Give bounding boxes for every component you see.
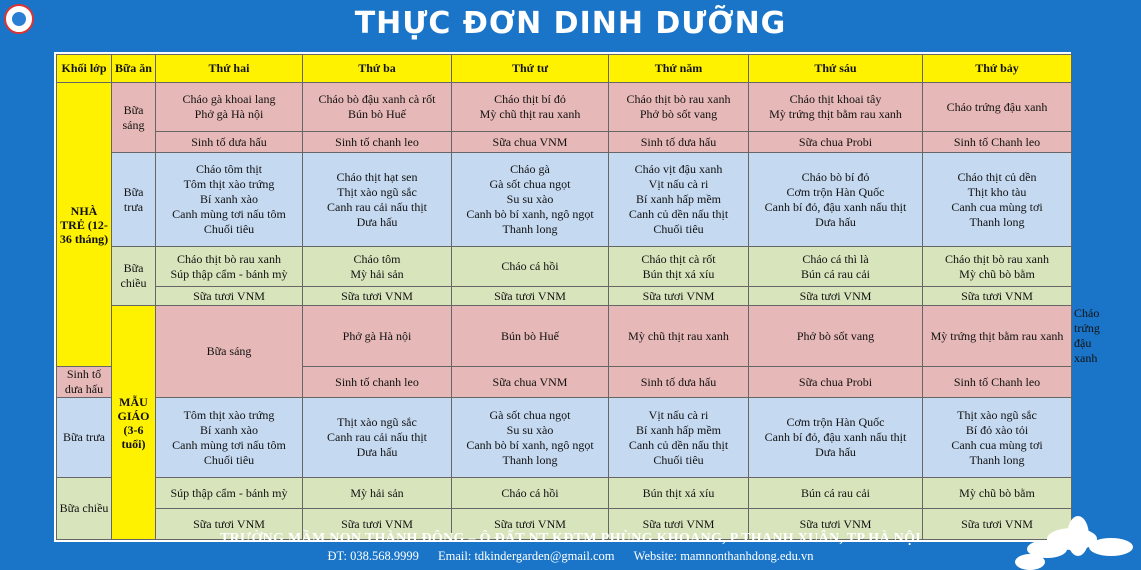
dish-line: Canh bò bí xanh, ngô ngọt [466,437,594,452]
meal-label: Bữa sáng [112,83,156,153]
dish-line: Dưa hấu [356,214,398,229]
menu-cell: Mỳ trứng thịt bằm rau xanh [923,306,1072,367]
menu-cell: Bún thịt xá xíu [609,478,749,509]
menu-cell: Cháo cá hồi [452,478,609,509]
dish-line: Gà sốt chua ngọt [489,177,571,191]
table-row [57,478,1072,509]
menu-table-container [54,52,1100,542]
dish-line: Cháo bò bí đỏ [801,169,870,184]
menu-cell: Phở gà Hà nội [303,306,452,367]
dish-line: Cháo thịt củ dền [957,169,1037,184]
dish-line: Su su xào [506,192,554,206]
menu-cell: Sữa tươi VNM [452,287,609,306]
menu-cell: Mỳ chũ thịt rau xanh [609,306,749,367]
menu-cell: Sữa tươi VNM [156,509,303,540]
menu-cell [923,83,1072,132]
table-row [57,83,1072,132]
menu-cell: Sữa chua Probi [749,132,923,153]
dish-line: Cháo thịt hạt sen [336,169,418,184]
dish-line: Tôm thịt xào trứng [183,177,275,191]
meal-label: Bữa chiều [112,247,156,306]
menu-cell [609,247,749,287]
menu-cell: Sinh tố chanh leo [303,132,452,153]
dish-line: Mỳ trứng thịt bằm rau xanh [769,107,902,121]
dish-line: Tôm thịt xào trứng [183,407,275,422]
menu-cell [452,247,609,287]
dish-line: Canh mùng tơi nấu tôm [172,207,286,221]
menu-cell: Sinh tố dưa hấu [609,132,749,153]
menu-cell: Bún cá rau cải [749,478,923,509]
menu-cell: Sữa tươi VNM [749,287,923,306]
dish-line: Canh rau cải nấu thịt [327,199,427,214]
menu-cell [749,398,923,478]
menu-cell [749,83,923,132]
menu-cell: Sữa tươi VNM [156,287,303,306]
menu-cell: Sữa chua Probi [749,367,923,398]
dish-line: Su su xào [506,422,554,437]
dish-line: Mỳ chũ bò bằm [959,266,1035,281]
table-row [57,287,1072,306]
table-row: MẪU GIÁO (3-6 tuổi) Bữa sáng Phở gà Hà nội Bún bò Huế Mỳ chũ thịt rau xanh Phở bò sốt vang Mỳ trứng thịt bằm rau xanh Cháo trứng đậu xanh [57,306,1072,367]
dish-line: Dưa hấu [815,445,856,459]
menu-cell: Sinh tố chanh leo [303,367,452,398]
menu-cell: Sinh tố dưa hấu [609,367,749,398]
menu-cell [303,247,452,287]
menu-cell [452,398,609,478]
dish-line: Cháo trứng đậu xanh [946,99,1048,114]
dish-line: Canh rau cải nấu thịt [327,430,427,444]
dish-line: Bún thịt xá xíu [642,266,715,281]
dish-line: Thịt xào ngũ sắc [337,415,417,429]
header-bua: Bữa ăn [112,55,156,83]
dish-line: Chuối tiêu [203,452,255,467]
dish-line: Thịt xào ngũ sắc [337,184,417,199]
menu-cell: Sữa tươi VNM [303,509,452,540]
dish-line: Canh bí đỏ, đậu xanh nấu thịt [764,199,907,214]
meal-label: Bữa trưa [112,153,156,247]
dish-line: Thanh long [502,222,558,236]
header-day: Thứ tư [452,55,609,83]
dish-line: Gà sốt chua ngọt [489,407,571,422]
menu-cell [156,247,303,287]
footer-school: TRƯỜNG MẦM NON THÀNH ĐÔNG – Ô ĐẤT NT KĐTM PHÙNG KHOANG, P.THANH XUÂN, TP HÀ NỘI [219,531,922,546]
menu-cell [452,83,609,132]
menu-cell: Sinh tố Chanh leo [923,367,1072,398]
menu-cell [923,153,1072,247]
dish-line: Cháo gà khoai lang [182,92,276,106]
dish-line: Cơm trộn Hàn Quốc [786,415,885,429]
dish-line: Phở bò sốt vang [639,107,718,121]
menu-cell [749,153,923,247]
footer-phone: ĐT: 038.568.9999 [327,549,419,563]
dish-line: Canh mùng tơi nấu tôm [172,437,286,452]
header-khoi: Khối lớp [57,55,112,83]
menu-cell [749,247,923,287]
menu-cell: Sữa tươi VNM [609,287,749,306]
dish-line: Bún bò Huế [348,107,406,121]
dish-line: Thịt xào ngũ sắc [957,407,1037,422]
dish-line: Bí xanh xào [200,422,258,437]
dish-line: Cháo thịt cà rốt [641,251,716,266]
footer-website: Website: mamnonthanhdong.edu.vn [633,549,814,563]
dish-line: Thịt kho tàu [967,184,1027,199]
menu-cell [609,398,749,478]
dish-line: Mỳ hải sản [350,266,404,281]
dish-line: Cháo cá thì là [802,251,869,266]
menu-cell [303,83,452,132]
menu-cell [303,398,452,478]
footer [0,531,1141,564]
menu-cell [923,247,1072,287]
dish-line: Cháo thịt bò rau xanh [945,251,1049,266]
header-row [57,55,1072,83]
dish-line: Cháo vịt đậu xanh [634,162,723,176]
dish-line: Thanh long [969,452,1025,467]
dish-line: Canh cua mùng tơi [951,199,1043,214]
dish-line: Cháo thịt bí đỏ [494,92,566,106]
dish-line: Cháo tôm thịt [196,162,262,176]
menu-cell [156,398,303,478]
dish-line: Súp thập cẩm - bánh mỳ [170,266,288,281]
menu-cell [923,398,1072,478]
dish-line: Bí xanh xào [200,192,258,206]
menu-cell: Sữa tươi VNM [923,509,1072,540]
dish-line: Vịt nấu cà ri [648,407,709,422]
footer-email: Email: tdkindergarden@gmail.com [438,549,615,563]
dish-line: Bí xanh hấp mềm [636,192,721,206]
dish-line: Canh củ dền nấu thịt [628,437,729,452]
menu-cell [156,153,303,247]
dish-line: Cơm trộn Hàn Quốc [786,184,885,199]
menu-cell: Sữa chua VNM [452,367,609,398]
dish-line: Vịt nấu cà ri [648,177,709,191]
dish-line: Canh bí đỏ, đậu xanh nấu thịt [764,430,907,444]
table-row [57,247,1072,287]
menu-cell: Sinh tố dưa hấu [57,367,112,398]
menu-cell: Sữa tươi VNM [609,509,749,540]
menu-cell [609,83,749,132]
dish-line: Bí xanh hấp mềm [636,422,721,437]
dish-line: Chuối tiêu [203,222,255,236]
menu-cell: Sinh tố dưa hấu [156,132,303,153]
header-day: Thứ năm [609,55,749,83]
dish-line: Cháo cá hồi [501,259,559,273]
footer-contact [0,549,1141,564]
page-title: THỰC ĐƠN DINH DƯỠNG [354,6,787,41]
dish-line: Cháo thịt bò rau xanh [177,251,281,266]
header-day: Thứ sáu [749,55,923,83]
dish-line: Canh củ dền nấu thịt [628,207,729,221]
dish-line: Cháo bò đậu xanh cà rốt [318,92,436,106]
dish-line: Thanh long [502,452,558,467]
menu-cell: Sữa tươi VNM [923,287,1072,306]
menu-cell [156,83,303,132]
group-label: NHÀ TRẺ (12-36 tháng) [57,83,112,367]
menu-cell: Mỳ chũ bò bằm [923,478,1072,509]
dish-line: Cháo tôm [353,251,401,266]
dish-line: Dưa hấu [815,214,856,229]
dish-line: Bí đỏ xào tỏi [965,422,1029,437]
dish-line: Canh cua mùng tơi [951,437,1043,452]
group-label: MẪU GIÁO (3-6 tuổi) [112,306,156,540]
table-row [57,398,1072,478]
menu-cell: Súp thập cẩm - bánh mỳ [156,478,303,509]
menu-cell: Mỳ hải sản [303,478,452,509]
dish-line: Dưa hấu [356,445,398,459]
dish-line: Cháo thịt khoai tây [789,92,882,106]
menu-cell [452,153,609,247]
flower-decoration [1007,510,1137,570]
menu-cell: Sữa tươi VNM [303,287,452,306]
dish-line: Mỳ chũ thịt rau xanh [479,107,581,121]
dish-line: Chuối tiêu [653,222,704,236]
dish-line: Chuối tiêu [653,452,704,467]
menu-cell: Sữa chua VNM [452,132,609,153]
header-day: Thứ hai [156,55,303,83]
table-row [57,132,1072,153]
dish-line: Cháo thịt bò rau xanh [626,92,731,106]
menu-cell: Bún bò Huế [452,306,609,367]
dish-line: Phở gà Hà nội [194,107,264,121]
meal-label: Bữa sáng [156,306,303,398]
dish-line: Bún cá rau cải [801,266,870,281]
dish-line: Cháo gà [510,162,550,176]
meal-label: Bữa trưa [57,398,112,478]
menu-cell: Sữa tươi VNM [749,509,923,540]
header-day: Thứ bảy [923,55,1072,83]
dish-line: Thanh long [969,214,1025,229]
menu-cell [609,153,749,247]
meal-label: Bữa chiều [57,478,112,540]
menu-table [56,54,1100,540]
menu-cell: Sữa tươi VNM [452,509,609,540]
dish-line: Canh bò bí xanh, ngô ngọt [466,207,594,221]
menu-cell [303,153,452,247]
menu-cell: Phở bò sốt vang [749,306,923,367]
table-row [57,153,1072,247]
menu-cell: Sinh tố Chanh leo [923,132,1072,153]
header-day: Thứ ba [303,55,452,83]
